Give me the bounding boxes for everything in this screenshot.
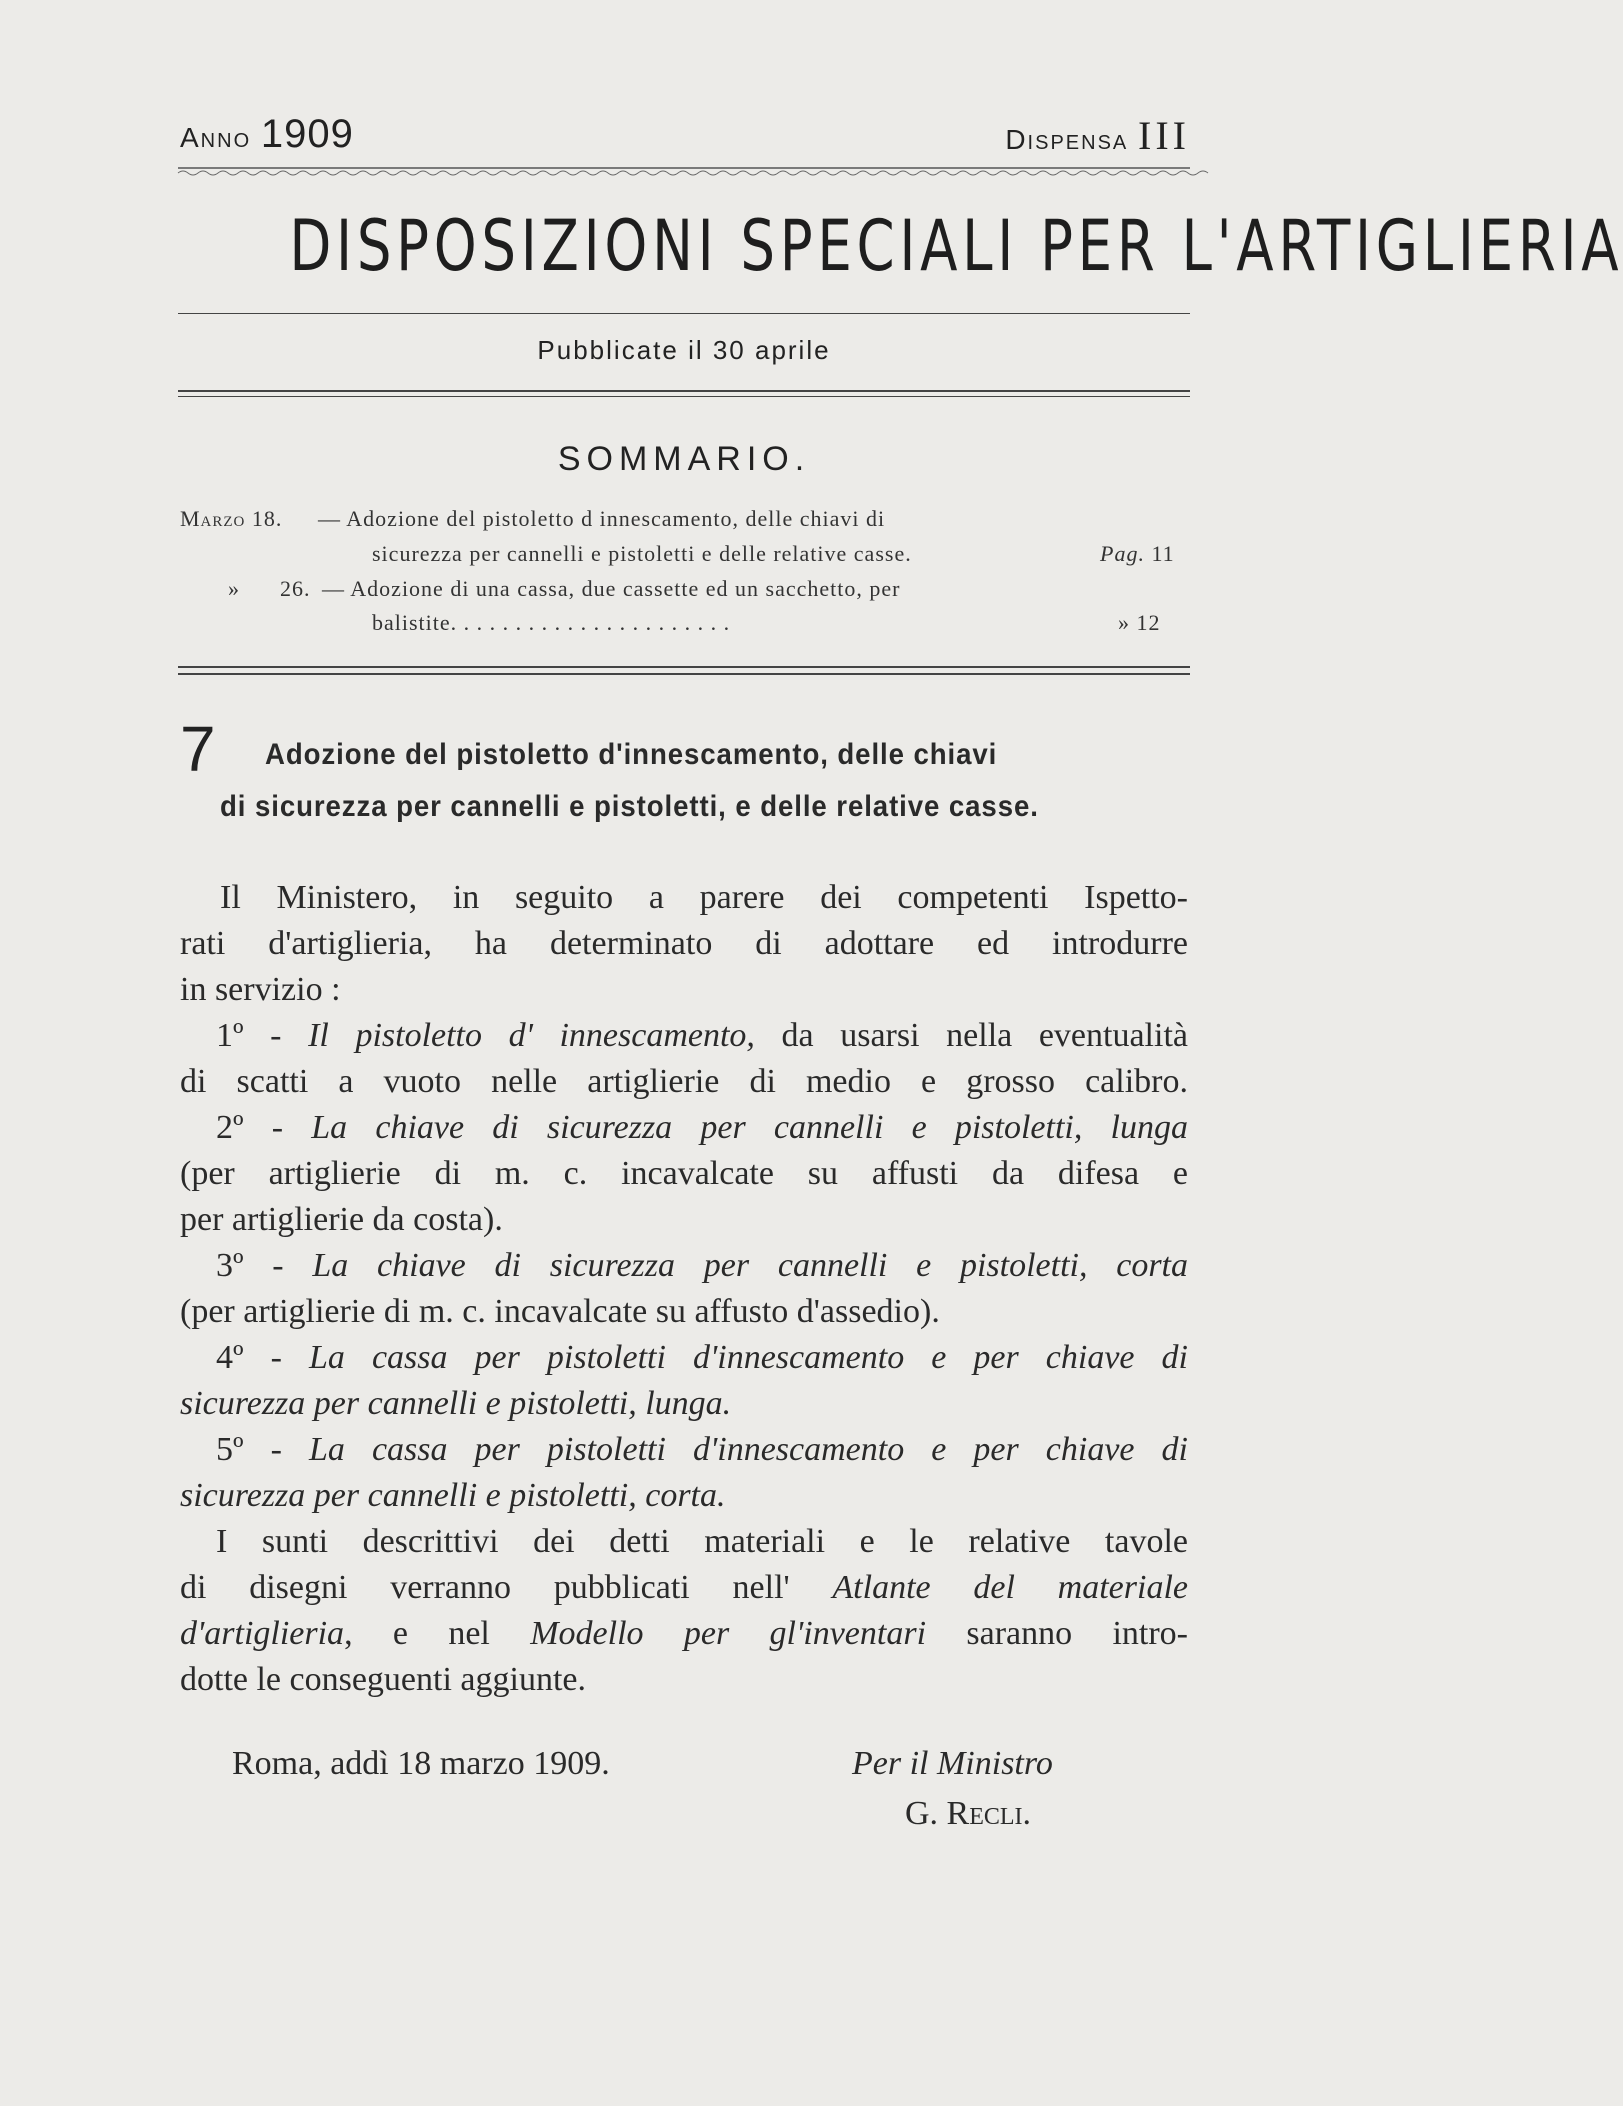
body-line: in servizio : — [180, 971, 341, 1008]
toc-page-number: 11 — [1151, 541, 1175, 566]
item-title-cont: sicurezza per cannelli e pistoletti, corta. — [180, 1477, 726, 1514]
section-heading-line1: Adozione del pistoletto d'innescamento, delle chiavi — [265, 738, 998, 771]
body-line — [180, 1565, 1188, 1611]
toc-entry-1-page — [1100, 541, 1175, 567]
toc-entry-2-mark: » — [228, 576, 240, 601]
body-text — [180, 875, 1188, 1703]
item-number: 3º - — [216, 1247, 284, 1284]
toc-entry-2-line2: balistite. . . . . . . . . . . . . . . . . . . . . . — [372, 610, 731, 635]
section-heading-line2: di sicurezza per cannelli e pistoletti, e delle relative casse. — [220, 790, 1039, 823]
body-line: I sunti descrittivi dei detti materiali e le relative tavole — [216, 1523, 1188, 1560]
toc-entry-1-line1: — Adozione del pistoletto d innescamento, delle chiavi di — [318, 506, 886, 531]
dispensa-label — [1005, 112, 1190, 159]
document-title: DISPOSIZIONI SPECIALI PER L'ARTIGLIERIA — [289, 205, 1623, 287]
body-line: per artiglierie da costa). — [180, 1201, 503, 1238]
signature-role — [852, 1745, 1053, 1783]
body-line: (per artiglierie di m. c. incavalcate su affusto d'assedio). — [180, 1293, 940, 1330]
anno-year: 1909 — [260, 112, 354, 156]
item-number: 1º - — [216, 1017, 282, 1054]
item-number: 5º - — [216, 1431, 282, 1468]
item-title: La chiave di sicurezza per cannelli e pistoletti, lunga — [311, 1109, 1188, 1146]
toc-entry-1-line2: sicurezza per cannelli e pistoletti e delle relative casse. — [372, 541, 912, 566]
toc-page-label: Pag. — [1100, 541, 1145, 566]
item-title: La cassa per pistoletti d'innescamento e per chiave di — [308, 1339, 1188, 1376]
item-1 — [180, 1013, 1188, 1059]
item-text: da usarsi nella eventualità — [754, 1017, 1188, 1054]
dispensa-text: Dispensa — [1005, 124, 1129, 155]
rule-lower-2 — [178, 673, 1190, 675]
text-run: saranno intro- — [926, 1615, 1188, 1652]
body-line: dotte le conseguenti aggiunte. — [180, 1661, 586, 1698]
toc-entry-2-line1: — Adozione di una cassa, due cassette ed un sacchetto, per — [322, 576, 901, 601]
signature-name: G. Recli. — [905, 1795, 1032, 1832]
body-line: di scatti a vuoto nelle artiglierie di medio e grosso calibro. — [180, 1063, 1188, 1100]
text-run: , e nel — [344, 1615, 531, 1652]
item-2 — [180, 1105, 1188, 1151]
body-line — [180, 1611, 1188, 1657]
rule-upper — [178, 390, 1190, 392]
anno-text: Anno — [180, 122, 252, 153]
publication-date: Pubblicate il 30 aprile — [537, 335, 831, 365]
item-title: La chiave di sicurezza per cannelli e pistoletti, corta — [312, 1247, 1188, 1284]
sommario-heading: SOMMARIO. — [557, 440, 811, 478]
atlante-title-cont: d'artiglieria — [180, 1615, 345, 1652]
item-4 — [180, 1335, 1188, 1381]
item-number: 2º - — [216, 1109, 284, 1146]
toc-page-number: 12 — [1136, 610, 1161, 635]
rule-upper-thin — [178, 396, 1190, 397]
dispensa-number: III — [1138, 113, 1190, 158]
item-title: La cassa per pistoletti d'innescamento e per chiave di — [308, 1431, 1188, 1468]
body-line: (per artiglierie di m. c. incavalcate su affusti da difesa e — [180, 1155, 1188, 1192]
body-line: rati d'artiglieria, ha determinato di adottare ed introdurre — [180, 925, 1188, 962]
body-line — [180, 1473, 1188, 1519]
wavy-rule — [178, 167, 1190, 177]
text-run: di disegni verranno pubblicati nell' — [180, 1569, 833, 1606]
body-line: Il Ministero, in seguito a parere dei competenti Ispetto- — [220, 879, 1188, 916]
toc-date: Marzo 18. — [180, 506, 283, 531]
item-5 — [180, 1427, 1188, 1473]
atlante-title: Atlante del materiale — [832, 1569, 1188, 1606]
toc-entry-2-page — [1118, 610, 1161, 636]
item-3 — [180, 1243, 1188, 1289]
place-date: Roma, addì 18 marzo 1909. — [232, 1745, 610, 1782]
toc-entry-2-date: 26. — [280, 576, 311, 601]
item-title-cont: sicurezza per cannelli e pistoletti, lunga. — [180, 1385, 732, 1422]
modello-title: Modello per gl'inventari — [530, 1615, 927, 1652]
item-title: Il pistoletto d' innescamento, — [308, 1017, 755, 1054]
title-rule — [178, 313, 1190, 314]
anno-label — [180, 112, 354, 157]
toc-entry-1-date — [180, 506, 282, 532]
signature-per: Per il Ministro — [852, 1745, 1053, 1782]
rule-lower — [178, 666, 1190, 668]
item-number: 4º - — [216, 1339, 282, 1376]
body-line — [180, 1381, 1188, 1427]
section-number: 7 — [180, 713, 216, 785]
toc-page-label: » — [1118, 610, 1130, 635]
